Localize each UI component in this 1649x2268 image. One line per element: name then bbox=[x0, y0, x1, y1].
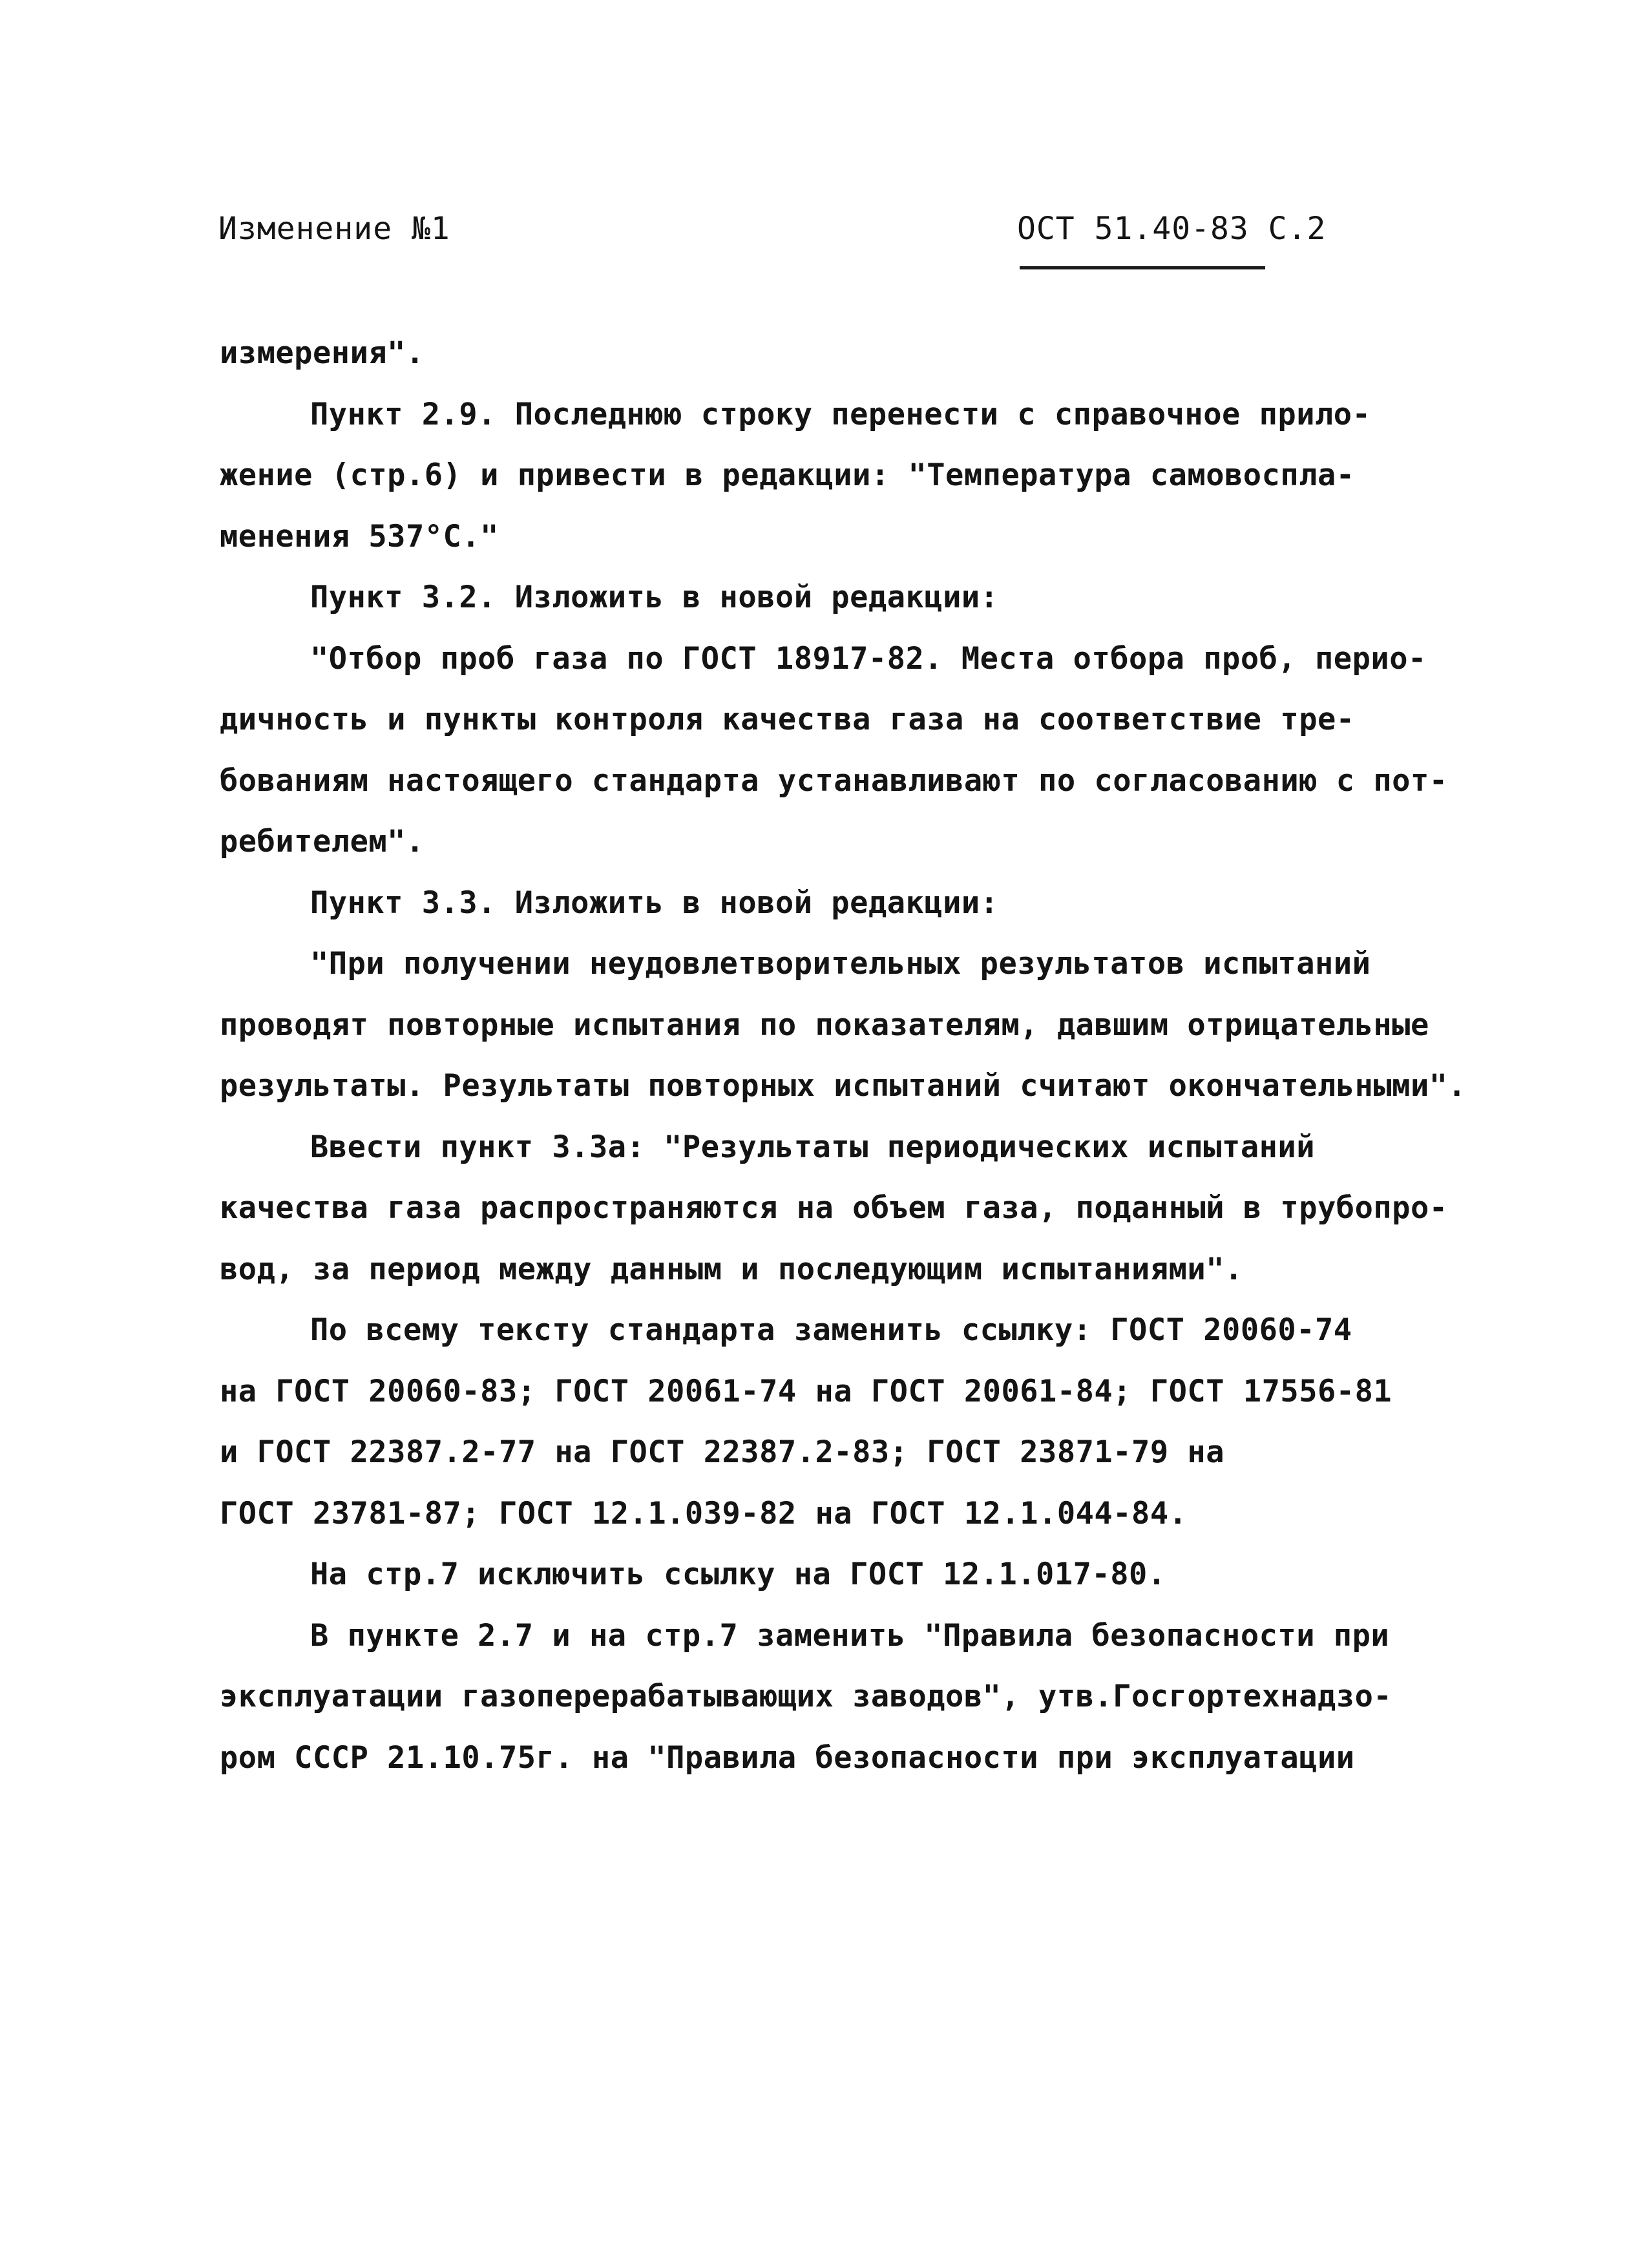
text-line: проводят повторные испытания по показателям, давшим отрицательные bbox=[220, 1007, 1429, 1043]
standard-page-header: ОСТ 51.40-83 С.2 bbox=[1017, 211, 1327, 247]
text-line: "При получении неудовлетворительных результатов испытаний bbox=[310, 946, 1371, 982]
text-line: и ГОСТ 22387.2-77 на ГОСТ 22387.2-83; ГОСТ 23871-79 на bbox=[220, 1434, 1225, 1470]
header-underline bbox=[1020, 266, 1265, 269]
text-line: На стр.7 исключить ссылку на ГОСТ 12.1.017-80. bbox=[310, 1557, 1166, 1592]
text-line: менения 537°С." bbox=[220, 518, 499, 554]
text-line: бованиям настоящего стандарта устанавливают по согласованию с пот- bbox=[220, 762, 1448, 799]
text-line: "Отбор проб газа по ГОСТ 18917-82. Места отбора проб, перио- bbox=[310, 640, 1427, 677]
text-line: результаты. Результаты повторных испытаний считают окончательными". bbox=[220, 1068, 1467, 1104]
text-line: Пункт 3.2. Изложить в новой редакции: bbox=[310, 580, 999, 615]
text-line: качества газа распространяются на объем газа, поданный в трубопро- bbox=[220, 1190, 1448, 1226]
text-line: измерения". bbox=[220, 335, 425, 371]
text-line: вод, за период между данным и последующим испытаниями". bbox=[220, 1251, 1243, 1287]
change-number-header: Изменение №1 bbox=[218, 211, 450, 247]
text-line: эксплуатации газоперерабатывающих заводов", утв.Госгортехнадзо- bbox=[220, 1679, 1392, 1714]
text-line: ребителем". bbox=[220, 824, 425, 859]
text-line: жение (стр.6) и привести в редакции: "Температура самовоспла- bbox=[220, 457, 1355, 493]
text-line: ром СССР 21.10.75г. на "Правила безопасности при эксплуатации bbox=[220, 1739, 1355, 1776]
text-line: По всему тексту стандарта заменить ссылку: ГОСТ 20060-74 bbox=[310, 1312, 1352, 1348]
text-line: на ГОСТ 20060-83; ГОСТ 20061-74 на ГОСТ 20061-84; ГОСТ 17556-81 bbox=[220, 1373, 1392, 1409]
document-body bbox=[220, 323, 1467, 1789]
text-line: Пункт 2.9. Последнюю строку перенести с справочное прило- bbox=[310, 396, 1371, 432]
text-line: ГОСТ 23781-87; ГОСТ 12.1.039-82 на ГОСТ 12.1.044-84. bbox=[220, 1495, 1188, 1531]
text-line: дичность и пункты контроля качества газа на соответствие тре- bbox=[220, 702, 1355, 737]
text-line: В пункте 2.7 и на стр.7 заменить "Правила безопасности при bbox=[310, 1617, 1390, 1654]
text-line: Пункт 3.3. Изложить в новой редакции: bbox=[310, 885, 999, 921]
text-line: Ввести пункт 3.3а: "Результаты периодических испытаний bbox=[310, 1129, 1316, 1165]
